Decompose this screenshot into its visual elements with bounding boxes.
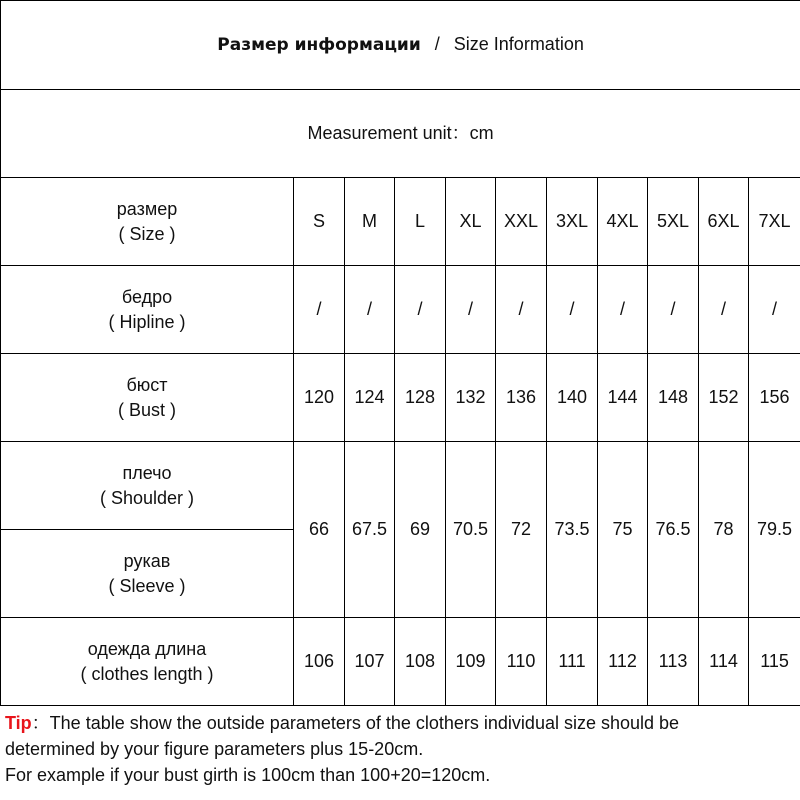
tip-line-1 bbox=[5, 710, 797, 736]
hipline-value: / bbox=[648, 266, 699, 354]
title-english: Size Information bbox=[453, 34, 584, 54]
bust-value: 120 bbox=[294, 354, 345, 442]
bust-label-en: ( Bust ) bbox=[117, 399, 176, 420]
size-header-cell: 6XL bbox=[699, 178, 749, 266]
length-value: 110 bbox=[496, 618, 547, 706]
hipline-value: / bbox=[496, 266, 547, 354]
hipline-value: / bbox=[547, 266, 598, 354]
shoulder-sleeve-value: 69 bbox=[395, 442, 446, 618]
title-russian: Размер информации bbox=[217, 35, 421, 55]
size-label-ru: размер bbox=[116, 198, 178, 219]
bust-value: 132 bbox=[446, 354, 496, 442]
bust-label-ru: бюст bbox=[126, 374, 168, 395]
size-header-cell: L bbox=[395, 178, 446, 266]
hipline-value: / bbox=[699, 266, 749, 354]
shoulder-label-ru: плечо bbox=[122, 462, 172, 483]
tip-line-2: determined by your figure parameters plus 15-20cm. bbox=[5, 739, 424, 759]
shoulder-label-en: ( Shoulder ) bbox=[99, 487, 195, 508]
sleeve-label bbox=[1, 530, 294, 618]
bust-value: 136 bbox=[496, 354, 547, 442]
hipline-value: / bbox=[598, 266, 648, 354]
size-header-cell: 3XL bbox=[547, 178, 598, 266]
size-header-cell: M bbox=[345, 178, 395, 266]
hipline-value: / bbox=[294, 266, 345, 354]
size-header-cell: XXL bbox=[496, 178, 547, 266]
length-row bbox=[1, 618, 800, 706]
tip-text-1: ：The table show the outside parameters of the clothers individual size should be bbox=[31, 713, 680, 733]
bust-value: 140 bbox=[547, 354, 598, 442]
unit-row bbox=[1, 90, 800, 178]
length-value: 111 bbox=[547, 618, 598, 706]
shoulder-sleeve-value: 70.5 bbox=[446, 442, 496, 618]
shoulder-sleeve-value: 67.5 bbox=[345, 442, 395, 618]
length-value: 106 bbox=[294, 618, 345, 706]
length-value: 114 bbox=[699, 618, 749, 706]
bust-value: 148 bbox=[648, 354, 699, 442]
bust-value: 152 bbox=[699, 354, 749, 442]
length-value: 108 bbox=[395, 618, 446, 706]
hipline-label-ru: бедро bbox=[121, 286, 173, 307]
sleeve-label-ru: рукав bbox=[123, 550, 171, 571]
title-separator: / bbox=[434, 34, 440, 54]
size-header-cell: XL bbox=[446, 178, 496, 266]
shoulder-row bbox=[1, 442, 800, 530]
size-label bbox=[1, 178, 294, 266]
hipline-value: / bbox=[345, 266, 395, 354]
bust-value: 144 bbox=[598, 354, 648, 442]
tip-line-3: For example if your bust girth is 100cm than 100+20=120cm. bbox=[5, 765, 491, 785]
shoulder-sleeve-value: 79.5 bbox=[749, 442, 800, 618]
shoulder-sleeve-value: 66 bbox=[294, 442, 345, 618]
hipline-value: / bbox=[749, 266, 800, 354]
length-value: 107 bbox=[345, 618, 395, 706]
size-header-cell: 7XL bbox=[749, 178, 800, 266]
bust-value: 128 bbox=[395, 354, 446, 442]
length-label bbox=[1, 618, 294, 706]
bust-row bbox=[1, 354, 800, 442]
title-row bbox=[1, 1, 800, 90]
size-header-cell: 5XL bbox=[648, 178, 699, 266]
shoulder-sleeve-value: 78 bbox=[699, 442, 749, 618]
bust-value: 156 bbox=[749, 354, 800, 442]
bust-label bbox=[1, 354, 294, 442]
shoulder-sleeve-value: 73.5 bbox=[547, 442, 598, 618]
bust-value: 124 bbox=[345, 354, 395, 442]
length-value: 112 bbox=[598, 618, 648, 706]
shoulder-sleeve-value: 75 bbox=[598, 442, 648, 618]
hipline-label bbox=[1, 266, 294, 354]
measurement-unit: Measurement unit：cm bbox=[1, 90, 800, 178]
tip-label: Tip bbox=[5, 713, 32, 733]
shoulder-label bbox=[1, 442, 294, 530]
hipline-row bbox=[1, 266, 800, 354]
sleeve-label-en: ( Sleeve ) bbox=[108, 575, 186, 596]
shoulder-sleeve-value: 72 bbox=[496, 442, 547, 618]
shoulder-sleeve-value: 76.5 bbox=[648, 442, 699, 618]
size-header-cell: 4XL bbox=[598, 178, 648, 266]
size-row bbox=[1, 178, 800, 266]
table-title bbox=[1, 1, 800, 90]
hipline-value: / bbox=[446, 266, 496, 354]
size-label-en: ( Size ) bbox=[118, 223, 176, 244]
length-label-ru: одежда длина bbox=[87, 638, 207, 659]
length-label-en: ( clothes length ) bbox=[80, 663, 214, 684]
size-header-cell: S bbox=[294, 178, 345, 266]
hipline-label-en: ( Hipline ) bbox=[108, 311, 186, 332]
length-value: 113 bbox=[648, 618, 699, 706]
tip-note bbox=[5, 710, 797, 788]
length-value: 109 bbox=[446, 618, 496, 706]
length-value: 115 bbox=[749, 618, 800, 706]
hipline-value: / bbox=[395, 266, 446, 354]
